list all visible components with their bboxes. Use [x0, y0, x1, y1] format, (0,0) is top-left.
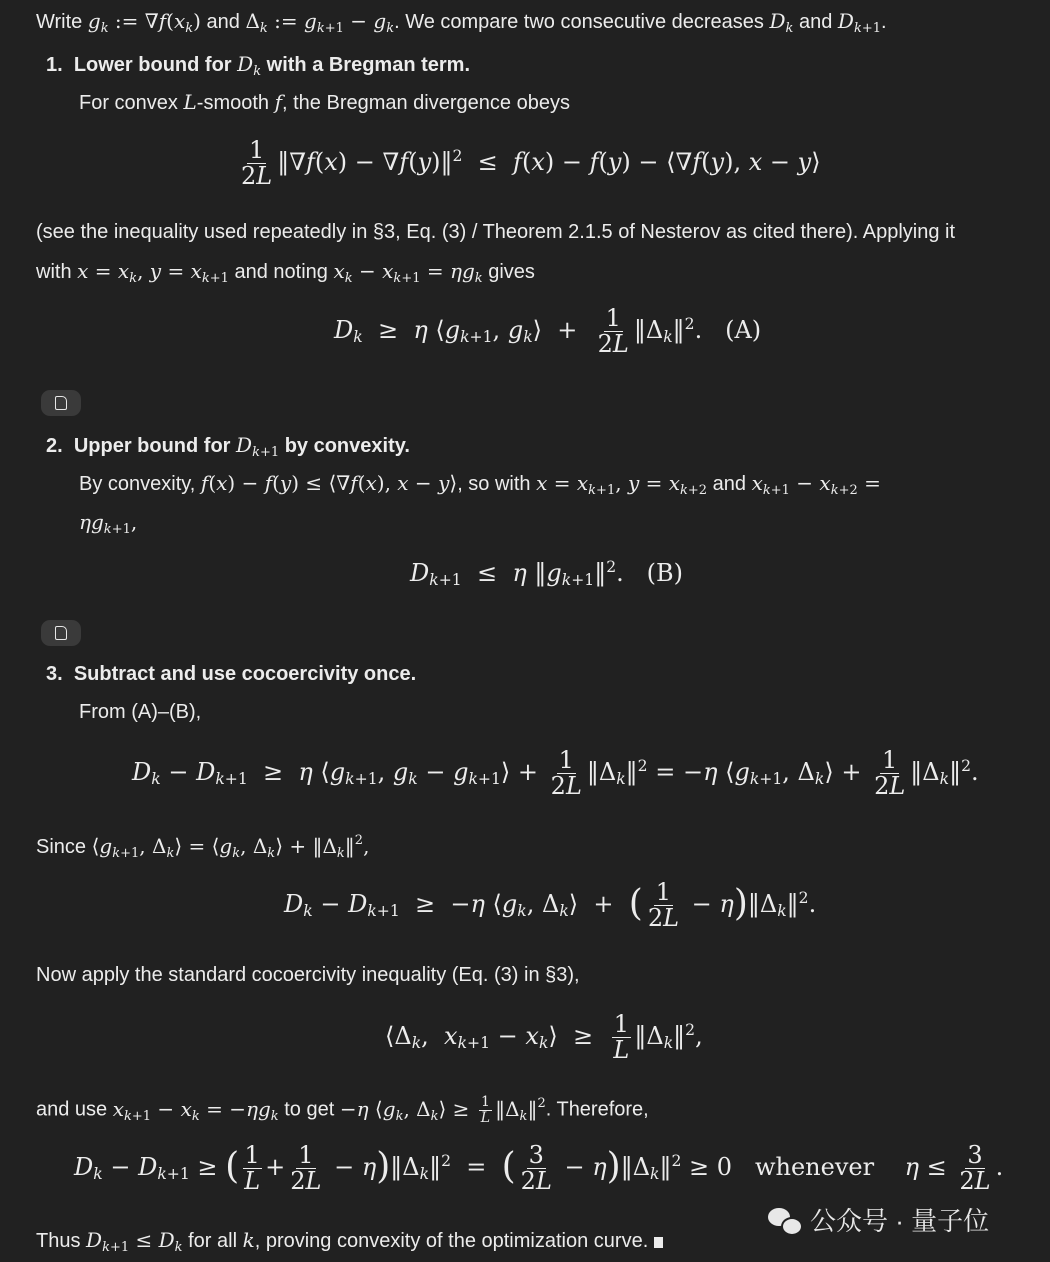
qed-mark — [654, 1237, 663, 1248]
intro-line: Write $g_k$ := $\nabla f(x_k)$ and $\Delta_k$ := $g_{k+1} - g_k$. We compare two consecutive decreases $D_k$ and $D_{k+1}$. — [36, 9, 887, 36]
citation-text: (see the inequality used repeatedly in §3, Eq. (3) / Theorem 2.1.5 of Nesterov as cited there). Applying it — [36, 221, 956, 243]
document-icon — [55, 626, 67, 640]
now-apply-text: Now apply the standard cocoercivity inequality (Eq. (3) in §3), — [36, 964, 580, 986]
and-use-line: and use $x_{k+1} - x_k = -\eta g_k$ to get −η $⟨g_k$, $\Delta_k⟩$ ≥ $\frac{1}{L}$ $‖\Delta_k‖^2$. Therefore, — [36, 1094, 649, 1126]
step3-heading: 3. Subtract and use cocoercivity once. — [46, 663, 417, 685]
equation-final: $D_k - D_{k+1}$ ≥ ( $\frac{1}{L}$ + $\frac{1}{2L}$ − $\eta)‖\Delta_k‖^2$ = ( $\frac{3}{2L}$ − $\eta)‖\Delta_k‖^2 \ge 0$ whenever η ≤ $\frac{3}{2L}$ . — [74, 1141, 1004, 1196]
wechat-icon — [768, 1206, 802, 1234]
step2-heading: 2. Upper bound for $D_{k+1}$ by convexity. — [46, 433, 410, 460]
copy-button[interactable] — [41, 390, 81, 416]
step2-text: By convexity, f(x) − f(y) ≤ ⟨∇f(x), x − y⟩, so with $x = x_{k+1}$, $y = x_{k+2}$ and $x_{k+1} - x_{k+2}$ = — [79, 471, 881, 498]
since-line: Since $⟨g_{k+1}$, $\Delta_k⟩$ = $⟨g_k$, $\Delta_k⟩$ + $‖\Delta_k‖^2$, — [36, 833, 370, 861]
equation-a: $D_k \ge \eta$ $⟨g_{k+1}$, $g_k⟩$ + $\frac{1}{2L}$ $‖\Delta_k‖^2$. (A) — [334, 304, 762, 359]
equation-since: $D_k - D_{k+1} \ge -\eta$ $⟨g_k$, $\Delta_k⟩$ + ( $\frac{1}{2L}$ − $\eta)‖\Delta_k‖^2$. — [284, 878, 817, 933]
step3-from: From (A)–(B), — [79, 701, 202, 723]
equation-b: $D_{k+1} \le \eta$ $‖g_{k+1}‖^2$. (B) — [410, 558, 683, 589]
watermark — [768, 1201, 989, 1238]
equation-subtract: $D_k - D_{k+1} \ge \eta$ $⟨g_{k+1}$, $g_k$ − $g_{k+1}⟩$ + $\frac{1}{2L}$ $‖\Delta_k‖^2 = -\eta$ $⟨g_{k+1}$, $\Delta_k⟩$ + $\frac{1}{2L}$ $‖\Delta_k‖^2$. — [132, 746, 979, 801]
copy-button[interactable] — [41, 620, 81, 646]
step2-text-cont: $\eta g_{k+1}$, — [79, 510, 138, 537]
bregman-equation: $\frac{1}{2L}$ ‖∇f(x) − ∇f(y)‖$^2$ ≤ f(x) − f(y) − ⟨∇f(y), x − y⟩ — [241, 136, 821, 191]
step1-text: For convex L-smooth f, the Bregman divergence obeys — [79, 90, 570, 114]
watermark-text: 公众号 · 量子位 — [810, 1206, 990, 1236]
applying-text: with $x = x_k$, $y = x_{k+1}$ and noting $x_k - x_{k+1} = \eta g_k$ gives — [36, 259, 535, 286]
document-icon — [55, 396, 67, 410]
step1-heading: 1. Lower bound for $D_k$ with a Bregman term. — [46, 52, 471, 79]
equation-cocoercivity: $⟨\Delta_k$, $x_{k+1}$ − $x_k⟩$ ≥ $\frac{1}{L}$ $‖\Delta_k‖^2$, — [385, 1010, 703, 1065]
conclusion-line: Thus $D_{k+1} \le D_k$ for all k, proving convexity of the optimization curve. — [36, 1228, 663, 1255]
